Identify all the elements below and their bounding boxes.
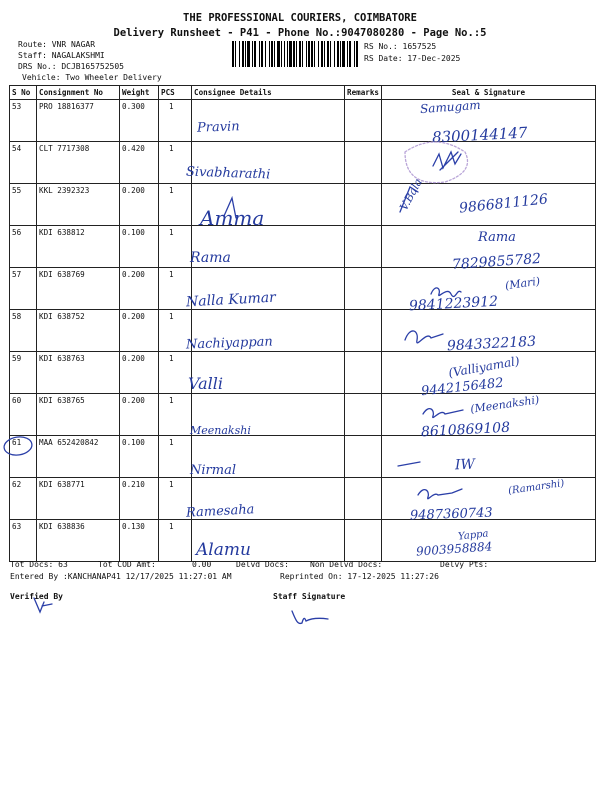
barcode-bar	[232, 41, 234, 67]
entered-by: Entered By :KANCHANAP41 12/17/2025 11:27:01 AM	[10, 572, 232, 581]
barcode-bar	[265, 41, 266, 67]
weight-cell: 0.200	[120, 394, 159, 436]
pcs-cell: 1	[159, 352, 192, 394]
sno-cell: 63	[10, 520, 37, 562]
pcs-cell: 1	[159, 478, 192, 520]
consignment-cell: PRO 18816377	[37, 100, 120, 142]
consignee-handwriting: Sivabharathi	[185, 164, 271, 183]
remarks-cell	[345, 100, 382, 142]
barcode-bar	[311, 41, 313, 67]
sno-cell: 54	[10, 142, 37, 184]
consignee-handwriting: Pravin	[196, 119, 240, 136]
tot-docs: Tot Docs: 63	[10, 560, 68, 569]
weight-cell: 0.100	[120, 226, 159, 268]
weight-cell: 0.130	[120, 520, 159, 562]
seal-handwriting: 8300144147	[431, 123, 528, 147]
seal-handwriting: 9843322183	[446, 333, 537, 355]
remarks-cell	[345, 352, 382, 394]
col-pcs: PCS	[159, 86, 192, 100]
remarks-cell	[345, 310, 382, 352]
barcode-bar	[342, 41, 345, 67]
remarks-cell	[345, 142, 382, 184]
pcs-cell: 1	[159, 184, 192, 226]
barcode-bar	[314, 41, 315, 67]
consignee-handwriting: Amma	[200, 206, 265, 230]
barcode-bar	[308, 41, 310, 67]
consignment-cell: KDI 638765	[37, 394, 120, 436]
drs-label: DRS No.: DCJB165752505	[18, 62, 124, 71]
consignment-cell: CLT 7717308	[37, 142, 120, 184]
barcode-bar	[321, 41, 323, 67]
seal-handwriting: 9487360743	[409, 505, 493, 524]
barcode-bar	[299, 41, 301, 67]
remarks-cell	[345, 226, 382, 268]
staff-label: Staff: NAGALAKSHMI	[18, 51, 105, 60]
seal-name-handwriting: (Valliyamal)	[447, 353, 521, 381]
sno-cell: 59	[10, 352, 37, 394]
barcode-bar	[330, 41, 331, 67]
seal-name-handwriting: V.Bala	[397, 176, 425, 213]
barcode-bar	[340, 41, 341, 67]
consignee-handwriting: Alamu	[196, 540, 251, 560]
non-delvd-docs: Non Delvd Docs:	[310, 560, 383, 569]
barcode-bar	[284, 41, 285, 67]
barcode-bar	[254, 41, 256, 67]
col-remarks: Remarks	[345, 86, 382, 100]
barcode-bar	[245, 41, 246, 67]
barcode-bar	[347, 41, 348, 67]
remarks-cell	[345, 478, 382, 520]
table-row	[10, 142, 596, 184]
barcode-bar	[306, 41, 307, 67]
runsheet-title: Delivery Runsheet - P41 - Phone No.:9047080280 - Page No.:5	[113, 27, 487, 39]
consignment-cell: KDI 638769	[37, 268, 120, 310]
tot-cod-value: 0.00	[192, 560, 212, 569]
consignee-handwriting: Nachiyappan	[185, 334, 274, 353]
barcode-bar	[287, 41, 288, 67]
table-header-row	[10, 86, 596, 100]
weight-cell: 0.210	[120, 478, 159, 520]
consignee-handwriting: Meenakshi	[190, 424, 251, 437]
remarks-cell	[345, 436, 382, 478]
weight-cell: 0.200	[120, 268, 159, 310]
delvd-docs: Delvd Docs:	[236, 560, 289, 569]
pcs-cell: 1	[159, 520, 192, 562]
sno-cell: 60	[10, 394, 37, 436]
pcs-cell: 1	[159, 226, 192, 268]
barcode-bar	[277, 41, 280, 67]
consignee-handwriting: Nalla Kumar	[185, 289, 277, 311]
remarks-cell	[345, 268, 382, 310]
consignment-cell: KDI 638836	[37, 520, 120, 562]
remarks-cell	[345, 520, 382, 562]
seal-name-handwriting: (Mari)	[504, 274, 541, 293]
company-title: THE PROFESSIONAL COURIERS, COIMBATORE	[183, 12, 417, 24]
pcs-cell: 1	[159, 268, 192, 310]
consignment-cell: KKL 2392323	[37, 184, 120, 226]
seal-name-handwriting: Samugam	[419, 97, 482, 117]
seal-handwriting: 7829855782	[451, 250, 542, 274]
verified-by: Verified By	[10, 592, 63, 601]
seal-handwriting: 9003958884	[415, 539, 493, 559]
col-consignment: Consignment No	[37, 86, 120, 100]
consignee-handwriting: Nirmal	[190, 463, 236, 478]
barcode-bar	[281, 41, 282, 67]
barcode-bar	[269, 41, 270, 67]
barcode-bar	[247, 41, 250, 67]
seal-name-handwriting: (Ramarshi)	[507, 478, 566, 497]
consignment-cell: KDI 638763	[37, 352, 120, 394]
pcs-cell: 1	[159, 394, 192, 436]
sno-cell: 56	[10, 226, 37, 268]
barcode-bar	[302, 41, 303, 67]
seal-handwriting: 9841223912	[408, 293, 499, 315]
barcode-bar	[349, 41, 351, 67]
barcode-bar	[354, 41, 355, 67]
consignee-handwriting: Valli	[188, 374, 223, 393]
barcode-bar	[334, 41, 335, 67]
weight-cell: 0.200	[120, 310, 159, 352]
barcode-bar	[318, 41, 319, 67]
weight-cell: 0.200	[120, 352, 159, 394]
col-consignee: Consignee Details	[192, 86, 345, 100]
col-seal: Seal & Signature	[382, 86, 596, 100]
reprinted-on: Reprinted On: 17-12-2025 11:27:26	[280, 572, 439, 581]
remarks-cell	[345, 394, 382, 436]
seal-handwriting: IW	[454, 456, 476, 474]
seal-name-handwriting: (Meenakshi)	[469, 393, 540, 416]
consignment-cell: KDI 638771	[37, 478, 120, 520]
barcode-bar	[252, 41, 253, 67]
barcode-bar	[337, 41, 339, 67]
sno-cell: 53	[10, 100, 37, 142]
consignment-cell: KDI 638812	[37, 226, 120, 268]
barcode-bar	[327, 41, 329, 67]
consignee-handwriting: Ramesaha	[185, 502, 255, 521]
consignment-cell: MAA 652420842	[37, 436, 120, 478]
table-row	[10, 520, 596, 562]
barcode-bar	[271, 41, 273, 67]
route-label: Route: VNR NAGAR	[18, 40, 96, 49]
table-row	[10, 436, 596, 478]
weight-cell: 0.300	[120, 100, 159, 142]
sno-cell: 62	[10, 478, 37, 520]
rs-date-label: RS Date: 17-Dec-2025	[364, 54, 461, 63]
barcode-bar	[289, 41, 292, 67]
barcode-bar	[274, 41, 275, 67]
seal-cell	[382, 436, 596, 478]
barcode-bar	[293, 41, 295, 67]
barcode-bar	[259, 41, 260, 67]
consignee-handwriting: Rama	[190, 250, 231, 266]
rs-no-label: RS No.: 1657525	[364, 42, 437, 51]
sno-cell: 57	[10, 268, 37, 310]
pcs-cell: 1	[159, 100, 192, 142]
remarks-cell	[345, 184, 382, 226]
barcode-bar	[261, 41, 263, 67]
sno-cell: 58	[10, 310, 37, 352]
seal-name-handwriting: Rama	[478, 230, 516, 245]
sno-cell: 55	[10, 184, 37, 226]
consignment-cell: KDI 638752	[37, 310, 120, 352]
barcode	[232, 41, 358, 67]
col-sno: S No	[10, 86, 37, 100]
seal-handwriting: 8610869108	[420, 419, 511, 441]
barcode-bar	[239, 41, 240, 67]
barcode-bar	[296, 41, 297, 67]
seal-name-handwriting: Yappa	[457, 528, 490, 543]
staff-signature-mark	[292, 611, 328, 624]
seal-handwriting: 9442156482	[420, 375, 505, 400]
pcs-cell: 1	[159, 310, 192, 352]
barcode-bar	[356, 41, 358, 67]
weight-cell: 0.420	[120, 142, 159, 184]
weight-cell: 0.200	[120, 184, 159, 226]
col-weight: Weight	[120, 86, 159, 100]
pcs-cell: 1	[159, 436, 192, 478]
table-row	[10, 478, 596, 520]
barcode-bar	[235, 41, 236, 67]
barcode-bar	[324, 41, 325, 67]
staff-signature-label: Staff Signature	[273, 592, 346, 601]
tot-cod-label: Tot COD Amt:	[98, 560, 156, 569]
pcs-cell: 1	[159, 142, 192, 184]
barcode-bar	[242, 41, 244, 67]
sno-cell: 61	[10, 436, 37, 478]
delvy-pts: Delvy Pts:	[440, 560, 489, 569]
seal-handwriting: 9866811126	[458, 191, 549, 217]
weight-cell: 0.100	[120, 436, 159, 478]
vehicle-label: Vehicle: Two Wheeler Delivery	[22, 73, 162, 82]
